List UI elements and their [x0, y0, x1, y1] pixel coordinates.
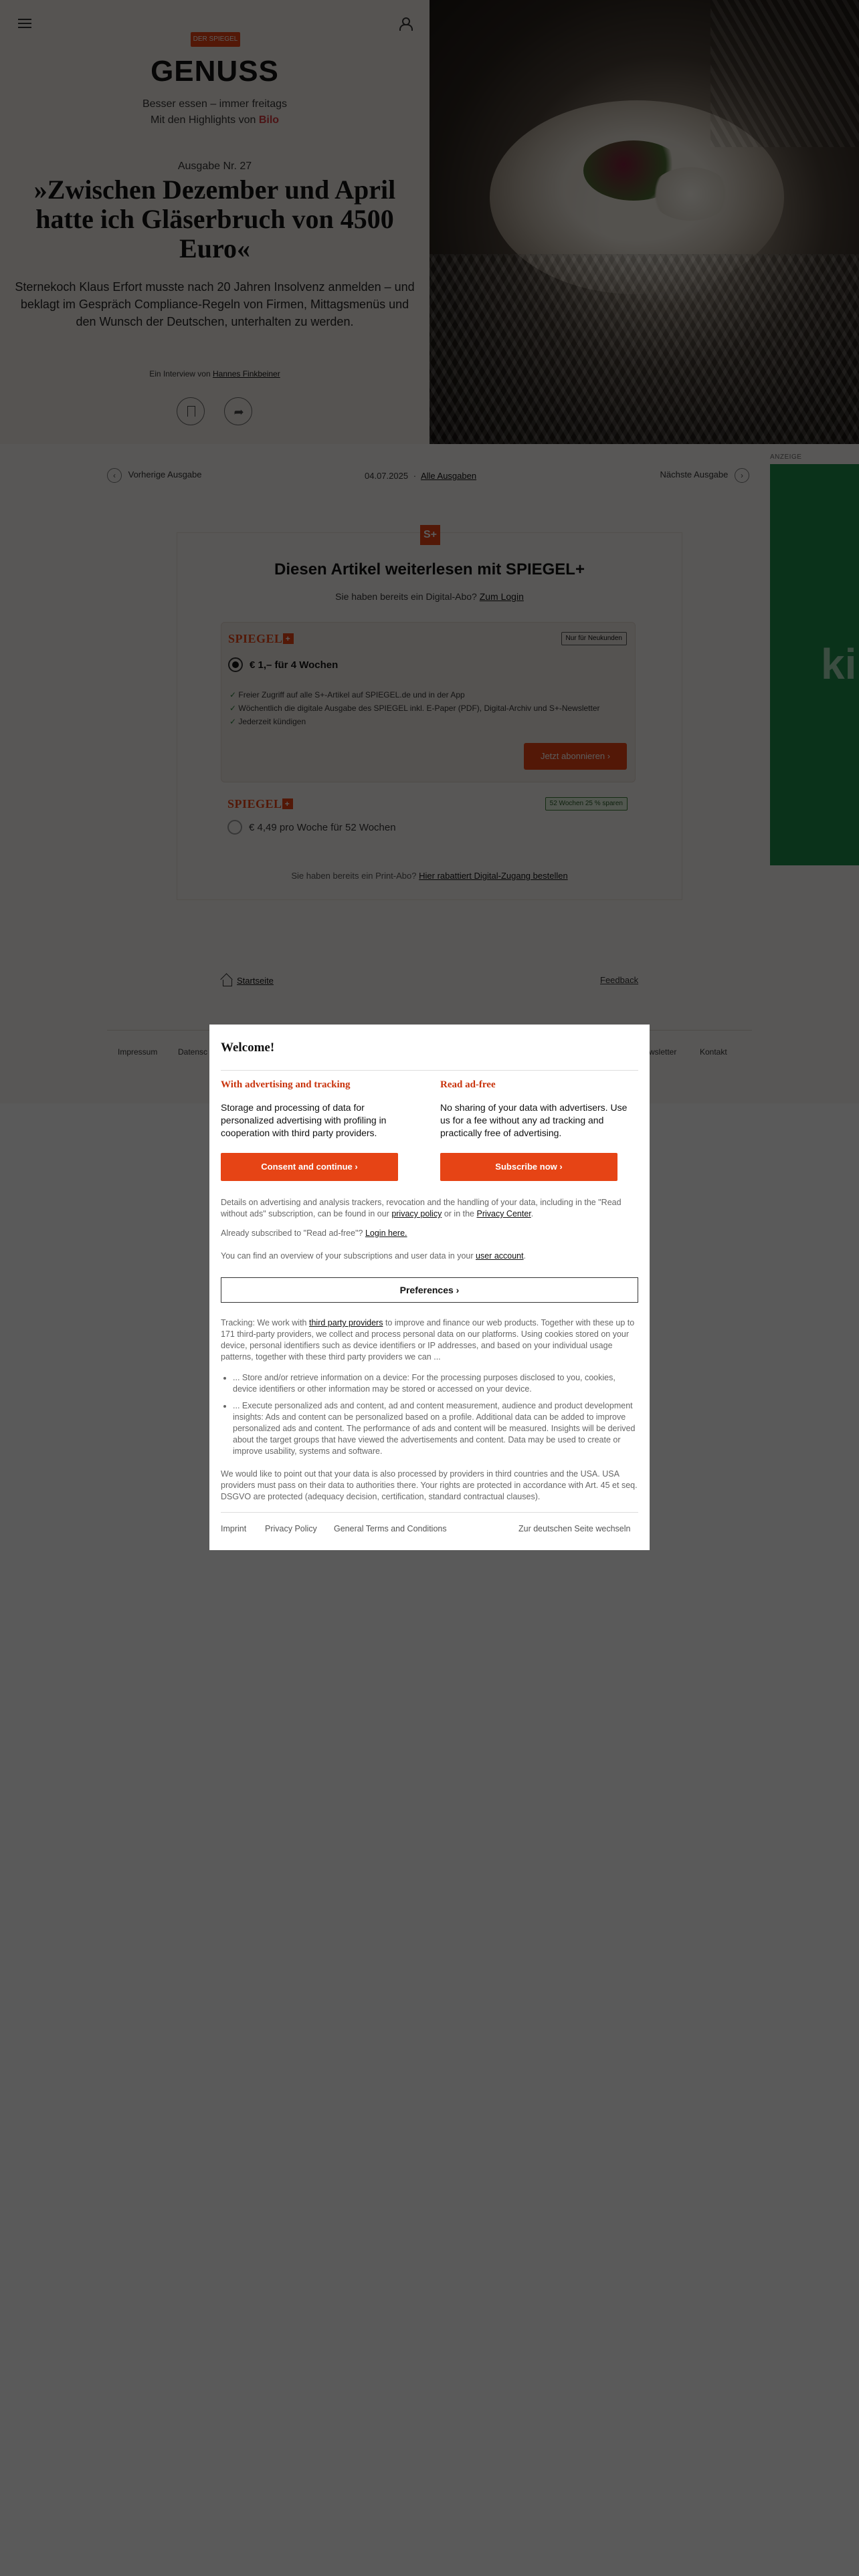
dialog-title: Welcome!: [221, 1041, 275, 1055]
privacy-policy-link[interactable]: privacy policy: [391, 1209, 442, 1218]
consent-dialog: [209, 1025, 650, 1550]
details-text: Details on advertising and analysis trackers, revocation and the handling of your data, including in the "Read without ads" subscription, can be found in our privacy policy or in the Privacy Center.: [221, 1198, 622, 1218]
details-or: or in the: [444, 1209, 474, 1218]
ads-option-text: Storage and processing of data for personalized advertising with profiling in cooperation with third party providers.: [221, 1102, 387, 1138]
adfree-option-text: No sharing of your data with advertisers. Use us for a fee without any ad tracking and practically free of advertising.: [440, 1102, 628, 1138]
login-here-link[interactable]: Login here.: [365, 1228, 407, 1238]
already-subscribed: [221, 1228, 638, 1239]
adfree-option-title: Read ad-free: [440, 1079, 496, 1090]
preferences-label: Preferences: [399, 1285, 454, 1295]
third-party-link[interactable]: third party providers: [309, 1318, 383, 1327]
overview-copy: You can find an overview of your subscriptions and user data in your: [221, 1251, 474, 1261]
imprint-link[interactable]: Imprint: [221, 1524, 247, 1533]
dialog-divider: [221, 1070, 638, 1071]
tracking-copy: to improve and finance our web products. Together with these up to 171 third-party providers, we collect and process personal data on our platforms. Using cookies stored on your device, personal identifiers such as device identifiers or IP addresses, and based on your individual usage patterns, together with these third party providers we can ...: [221, 1318, 635, 1362]
consent-label: Consent and continue: [261, 1162, 353, 1172]
purpose-item: • ... Execute personalized ads and content, ad and content measurement, audience and product development insights: Ads and content can be personalized based on a profile. Additional data can be added to improve personalized ads and content. The performance of ads and content will be measured. Insights will be derived about the target groups that have viewed the advertisements and content. Data may be used to create or improve usability, systems and software.: [233, 1400, 638, 1457]
ads-option-title: With advertising and tracking: [221, 1079, 351, 1090]
terms-link[interactable]: General Terms and Conditions: [334, 1524, 447, 1533]
subscribe-now-button[interactable]: Subscribe now ›: [440, 1153, 617, 1181]
third-country-text: We would like to point out that your data is also processed by providers in third countries and the USA. USA providers must pass on their data to authorities there. Your rights are protected in accordance with Art. 45 et seq. DSGVO are protected (adequacy decision, certification, standard contractual clauses).: [221, 1469, 638, 1501]
privacy-center-link[interactable]: Privacy Center: [476, 1209, 531, 1218]
german-site-link[interactable]: Zur deutschen Seite wechseln: [518, 1524, 631, 1533]
consent-button[interactable]: Consent and continue ›: [221, 1153, 398, 1181]
tracking-text: [221, 1317, 638, 1363]
dialog-footer-divider: [221, 1512, 638, 1513]
purpose-item: • ... Store and/or retrieve information on a device: For the processing purposes disclosed to you, cookies, device identifiers or other information may be stored or accessed on your device.: [233, 1372, 638, 1395]
details-copy: Details on advertising and analysis trackers, revocation and the handling of your data, including in the "Read without ads" subscription, can be found in our: [221, 1198, 622, 1218]
tracking-prefix: Tracking: We work with: [221, 1318, 307, 1327]
overview-text: You can find an overview of your subscriptions and user data in your user account.: [221, 1251, 527, 1261]
privacy-policy-footer-link[interactable]: Privacy Policy: [265, 1524, 317, 1533]
subscribe-now-label: Subscribe now: [495, 1162, 557, 1172]
purpose-list: [221, 1372, 638, 1457]
already-copy: Already subscribed to "Read ad-free"?: [221, 1228, 363, 1238]
preferences-button[interactable]: Preferences ›: [221, 1277, 638, 1303]
user-account-link[interactable]: user account: [476, 1251, 524, 1261]
